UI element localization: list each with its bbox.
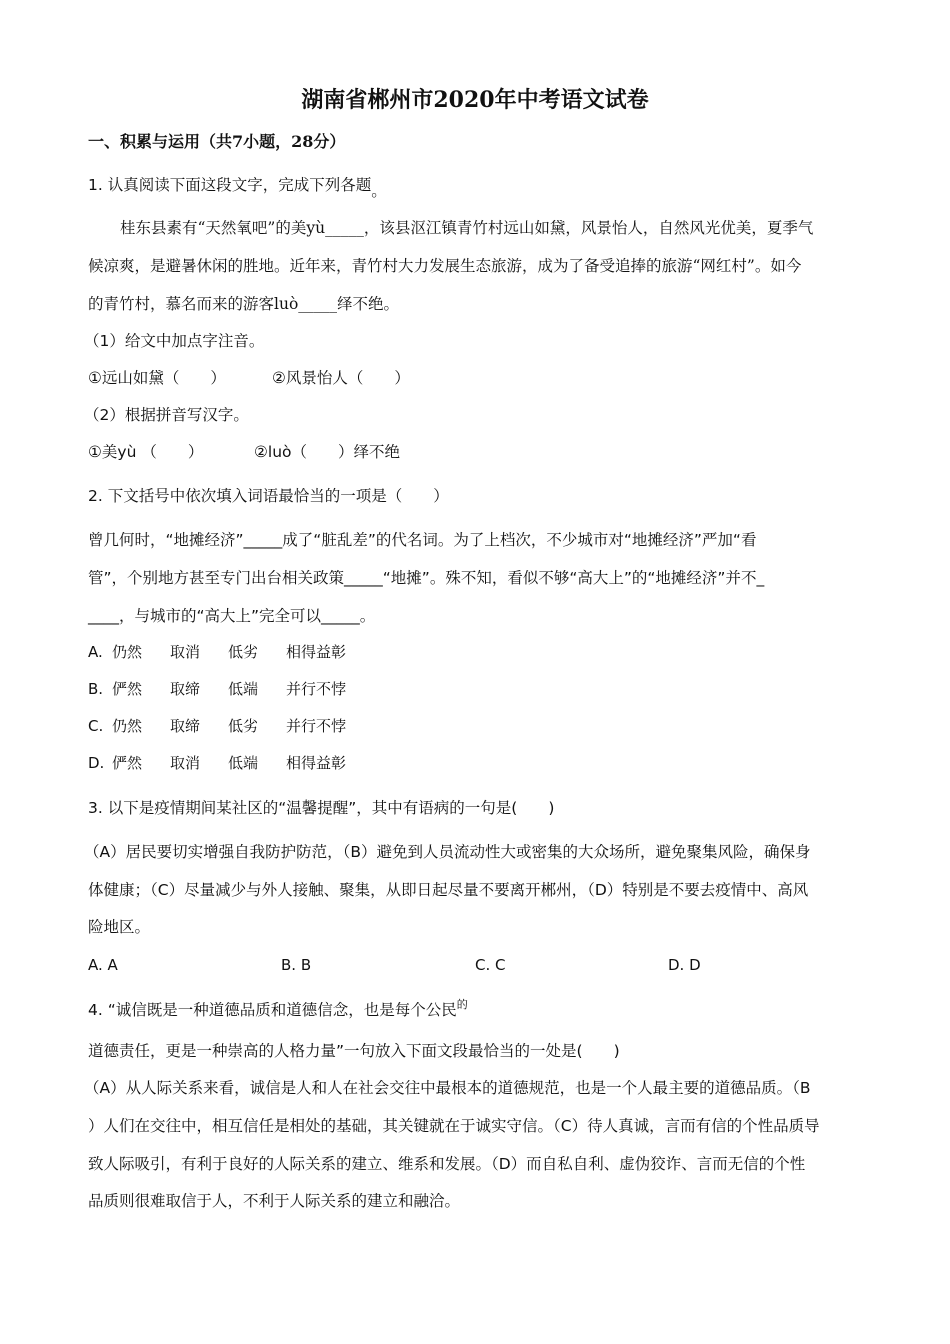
question-2-passage-line: 管”，个别地方甚至专门出台相关政策_____“地摊”。殊不知，看似不够“高大上”的“地摊经济”并不_	[88, 569, 765, 587]
question-4-stem-cont: 道德责任，更是一种崇高的人格力量”一句放入下面文段最恰当的一处是( )	[88, 1042, 620, 1060]
question-2-passage-line: 曾几何时，“地摊经济”_____成了“脏乱差”的代名词。为了上档次，不少城市对“地摊经济”严加“看	[88, 531, 757, 549]
question-1-sub1-b: ②风景怡人（ ）	[272, 369, 410, 387]
question-4-passage-line: 致人际吸引，有利于良好的人际关系的建立、维系和发展。（D）而自私自利、虚伪狡诈、言而无信的个性	[88, 1155, 806, 1173]
question-4-passage-line: ）人们在交往中，相互信任是相处的基础，其关键就在于诚实守信。（C）待人真诚，言而有信的个性品质导	[88, 1117, 820, 1135]
question-1-sub1: （1）给文中加点字注音。	[84, 332, 265, 350]
page-title: 湖南省郴州市2020年中考语文试卷	[301, 87, 649, 113]
question-3-option-d[interactable]: D. D	[668, 956, 701, 974]
question-2-option-c[interactable]: C. 仍然 取缔 低劣 并行不悖	[88, 717, 347, 735]
question-1-sub2-b: ②luò（ ）绎不绝	[254, 443, 401, 461]
question-3-stem: 3. 以下是疫情期间某社区的“温馨提醒”，其中有语病的一句是( )	[88, 799, 555, 817]
question-4-passage-line: （A）从人际关系来看，诚信是人和人在社会交往中最根本的道德规范，也是一个人最主要的道德品质。（B	[84, 1079, 811, 1097]
section-heading: 一、积累与运用（共7小题，28分）	[88, 132, 346, 151]
question-3-option-a[interactable]: A. A	[88, 956, 118, 974]
question-1-tail: 。	[371, 182, 387, 200]
question-3-passage-line: 体健康；（C）尽量减少与外人接触、聚集，从即日起尽量不要离开郴州，（D）特别是不要去疫情中、高风	[88, 881, 809, 899]
question-4-stem: 4. “诚信既是一种道德品质和道德信念，也是每个公民$^的$	[88, 998, 468, 1019]
question-2-passage-line: ____，与城市的“高大上”完全可以_____。	[88, 607, 376, 625]
question-2-stem: 2. 下文括号中依次填入词语最恰当的一项是（ ）	[88, 487, 449, 505]
question-3-option-b[interactable]: B. B	[281, 956, 312, 974]
question-4-stem-sup: 的	[456, 998, 468, 1011]
question-2-option-b[interactable]: B. 俨然 取缔 低端 并行不悖	[88, 680, 347, 698]
question-1-text: 1. 认真阅读下面这段文字，完成下列各题	[88, 176, 372, 194]
question-3-passage-line: （A）居民要切实增强自我防护防范，（B）避免到人员流动性大或密集的大众场所，避免聚集风险，确保身	[84, 843, 811, 861]
question-4-passage-line: 品质则很难取信于人，不利于人际关系的建立和融洽。	[88, 1192, 461, 1210]
question-1-passage-line: 候凉爽，是避暑休闲的胜地。近年来，青竹村大力发展生态旅游，成为了备受追捧的旅游“网红村”。如今	[88, 257, 802, 275]
question-2-option-a[interactable]: A. 仍然 取消 低劣 相得益彰	[88, 643, 347, 661]
question-1-sub2-a: ①美yù （ ）	[88, 443, 204, 461]
question-3-passage-line: 险地区。	[88, 918, 151, 936]
question-2-option-d[interactable]: D. 俨然 取消 低端 相得益彰	[88, 754, 347, 772]
question-1-sub2: （2）根据拼音写汉字。	[84, 406, 249, 424]
question-1-passage-line: 桂东县素有“天然氧吧”的美yù_____，该县沤江镇青竹村远山如黛，风景怡人，自然风光优美，夏季气	[120, 219, 814, 237]
question-1-sub1-a: ①远山如黛（ ）	[88, 369, 226, 387]
question-1-stem	[88, 175, 387, 200]
question-3-option-c[interactable]: C. C	[475, 956, 506, 974]
question-1-passage-line: 的青竹村，慕名而来的游客luò_____绎不绝。	[88, 295, 400, 313]
